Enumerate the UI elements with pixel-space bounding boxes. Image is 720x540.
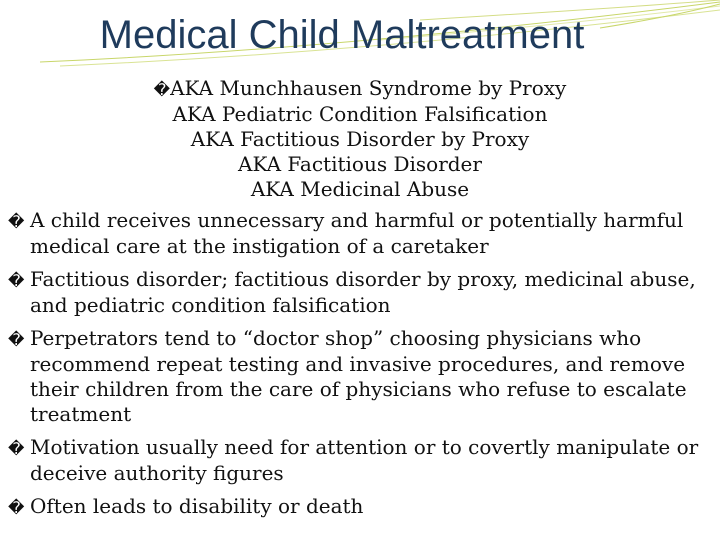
aka-line: AKA Factitious Disorder by Proxy — [190, 127, 530, 151]
bullet-glyph-icon: � — [153, 80, 171, 99]
aka-line: AKA Factitious Disorder — [238, 152, 482, 176]
bullet-glyph-icon: � — [8, 212, 25, 231]
bullet-text: Motivation usually need for attention or to covertly manipulate or deceive authority figures — [30, 435, 699, 485]
bullet-glyph-icon: � — [8, 498, 25, 517]
aka-line: AKA Medicinal Abuse — [250, 177, 470, 201]
bullet-item — [8, 435, 708, 486]
bullet-item — [8, 494, 708, 520]
bullet-item — [8, 208, 708, 259]
bullet-glyph-icon: � — [8, 439, 25, 458]
bullet-glyph-icon: � — [8, 271, 25, 290]
aka-block — [0, 76, 720, 202]
bullet-text: Factitious disorder; factitious disorder by proxy, medicinal abuse, and pediatric condition falsification — [30, 267, 696, 317]
bullet-item — [8, 267, 708, 318]
bullet-text: Often leads to disability or death — [30, 494, 364, 518]
bullet-list — [8, 208, 708, 528]
aka-line: �AKA Munchhausen Syndrome by Proxy — [153, 76, 567, 100]
aka-line: AKA Pediatric Condition Falsification — [172, 102, 548, 126]
bullet-glyph-icon: � — [8, 330, 25, 349]
bullet-text: Perpetrators tend to “doctor shop” choosing physicians who recommend repeat testing and invasive procedures, and remove their children from the care of physicians who refuse to escalate treatment — [30, 326, 687, 426]
slide-title: Medical Child Maltreatment — [99, 13, 585, 57]
bullet-item — [8, 326, 708, 427]
bullet-text: A child receives unnecessary and harmful or potentially harmful medical care at the instigation of a caretaker — [30, 208, 684, 258]
